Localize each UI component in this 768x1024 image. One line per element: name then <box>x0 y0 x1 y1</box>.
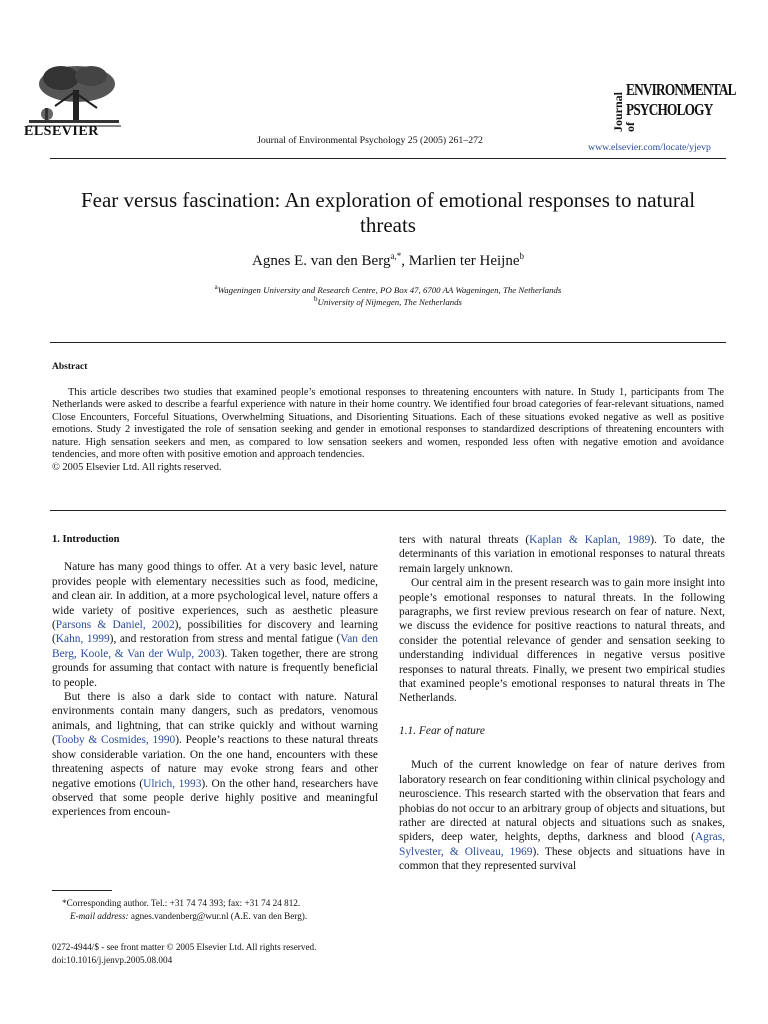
abstract-body <box>52 387 724 474</box>
paragraph-text: ). On the other hand, researchers have observed that some people derive highly positive and meaningful experiences from encoun- <box>52 777 378 819</box>
subsection-heading: 1.1. Fear of nature <box>399 724 485 737</box>
author-name: , Marlien ter Heijne <box>401 253 520 269</box>
right-column <box>399 533 725 874</box>
article-title: Fear versus fascination: An exploration of emotional responses to natural threats <box>80 188 696 237</box>
abstract-heading: Abstract <box>52 362 88 372</box>
paragraph-text: ). To date, the determinants of this variation in emotional responses to natural threats remain largely unknown. <box>399 534 725 575</box>
citation-link[interactable]: Agras, Sylvester, & Oliveau, 1969 <box>399 831 725 858</box>
footnote-rule <box>52 890 112 891</box>
doi-line[interactable]: doi:10.1016/j.jenvp.2005.08.004 <box>52 955 173 965</box>
journal-url-link[interactable]: www.elsevier.com/locate/yjevp <box>588 142 711 153</box>
paragraph-text: ), and restoration from stress and mental fatigue ( <box>109 633 341 646</box>
paragraph-text: Much of the current knowledge on fear of nature derives from laboratory research on fear conditioning within clinical psychology and neuroscience. This research started with the observation that fears and phobias do not occur to an arbitrary group of objects and situations, but rather are directed at natural objects and situations such as snakes, spiders, deep water, heights, depths, darkness and blood ( <box>399 759 725 844</box>
section-heading: 1. Introduction <box>52 534 120 545</box>
email-note <box>52 910 400 922</box>
citation-link[interactable]: Parsons & Daniel, 2002 <box>55 619 175 632</box>
paragraph-text: ). People’s reactions to these natural threats show considerable variation. On the one hand, encounters with these threatening aspects of nature may evoke strong fears and other negative emotions ( <box>52 734 378 790</box>
paragraph-text: ). Taken together, there are strong grounds for assuming that contact with nature is frequently beneficial to people. <box>52 647 378 689</box>
corresponding-author-note: *Corresponding author. Tel.: +31 74 74 393; fax: +31 74 24 812. <box>62 898 301 908</box>
affiliation-text: Wageningen University and Research Centre, PO Box 47, 6700 AA Wageningen, The Netherlands <box>217 284 562 295</box>
author-list <box>55 251 721 270</box>
email-address[interactable]: agnes.vandenberg@wur.nl (A.E. van den Berg). <box>128 911 308 921</box>
citation-link[interactable]: Ulrich, 1993 <box>143 777 202 790</box>
citation-link[interactable]: Kahn, 1999 <box>55 633 110 646</box>
paragraph <box>52 560 378 690</box>
publisher-name: ELSEVIER <box>24 124 99 139</box>
citation-link[interactable]: Kaplan & Kaplan, 1989 <box>529 534 651 546</box>
paragraph-text: ters with natural threats ( <box>399 534 530 546</box>
paragraph-text: Nature has many good things to offer. At a very basic level, nature provides people with elementary necessities such as food, medicine, and clean air. In addition, at a more psychological level, nature offers a wide variety of positive experiences, such as aesthetic pleasure ( <box>52 561 378 632</box>
issn-line: 0272-4944/$ - see front matter © 2005 Elsevier Ltd. All rights reserved. <box>52 942 317 952</box>
affiliation-b <box>55 295 721 307</box>
affiliation-a <box>55 283 721 295</box>
abstract-top-rule <box>50 342 726 343</box>
affiliation-text: University of Nijmegen, The Netherlands <box>317 296 462 307</box>
abstract-copyright: © 2005 Elsevier Ltd. All rights reserved. <box>52 461 222 473</box>
citation-link[interactable]: Tooby & Cosmides, 1990 <box>55 734 176 747</box>
paragraph-text: ). These objects and situations have in common that they represented survival <box>399 845 725 873</box>
author-name: Agnes E. van den Berg <box>252 253 391 269</box>
elsevier-tree-logo <box>25 62 123 128</box>
journal-reference: Journal of Environmental Psychology 25 (2005) 261–272 <box>257 135 483 146</box>
journal-logo-text-2: ENVIRONMENTAL <box>626 80 736 99</box>
journal-logo-text-3: PSYCHOLOGY <box>626 100 713 119</box>
author-affiliation-mark[interactable]: a,* <box>390 251 402 261</box>
abstract-text: This article describes two studies that examined people’s emotional responses to threatening encounters with nature. In Study 1, participants from The Netherlands were asked to describe a fearful experience with nature in their home country. We identified four broad categories of fear-relevant situations, named Close Encounters, Forceful Situations, Overwhelming Situations, and Disorienting Situations. Each of these situations evoked negative as well as positive emotions. Study 2 investigated the role of sensation seeking and gender in emotional responses to standardized descriptions of threatening encounters with nature. High sensation seekers and men, as compared to low sensation seekers and women, responded less often with negative emotion and avoidance tendencies, and more often with positive emotion and approach tendencies. <box>52 387 724 461</box>
citation-link[interactable]: Van den Berg, Koole, & Van der Wulp, 2003 <box>52 633 378 660</box>
paragraph <box>52 690 378 820</box>
author-affiliation-mark[interactable]: b <box>519 251 524 261</box>
journal-logo-text-1: Journal of <box>611 91 637 132</box>
paragraph: Our central aim in the present research was to gain more insight into people’s emotional responses to natural threats. In the following paragraphs, we first review previous research on fear of nature. Next, we discuss the evidence for positive reactions to natural threats, and consider the potential relevance of gender and sensation seeking to understanding individual differences in negative versus positive responses to natural threats. Finally, we present two empirical studies that examined people’s emotional responses to natural threats in The Netherlands. <box>399 577 725 705</box>
paragraph-text: ), possibilities for discovery and learning ( <box>52 619 378 646</box>
affiliation-mark: b <box>314 295 318 303</box>
header-rule <box>50 158 726 159</box>
paragraph-text: But there is also a dark side to contact with nature. Natural environments contain many dangers, such as predators, venomous animals, and lightning, that can strike quickly and without warning ( <box>52 691 378 747</box>
journal-logo <box>611 78 736 132</box>
paragraph <box>399 758 725 873</box>
left-column <box>52 533 378 820</box>
paragraph <box>399 533 725 576</box>
abstract-bottom-rule <box>50 510 726 511</box>
email-label: E-mail address: <box>70 911 129 921</box>
affiliation-mark: a <box>214 283 218 291</box>
